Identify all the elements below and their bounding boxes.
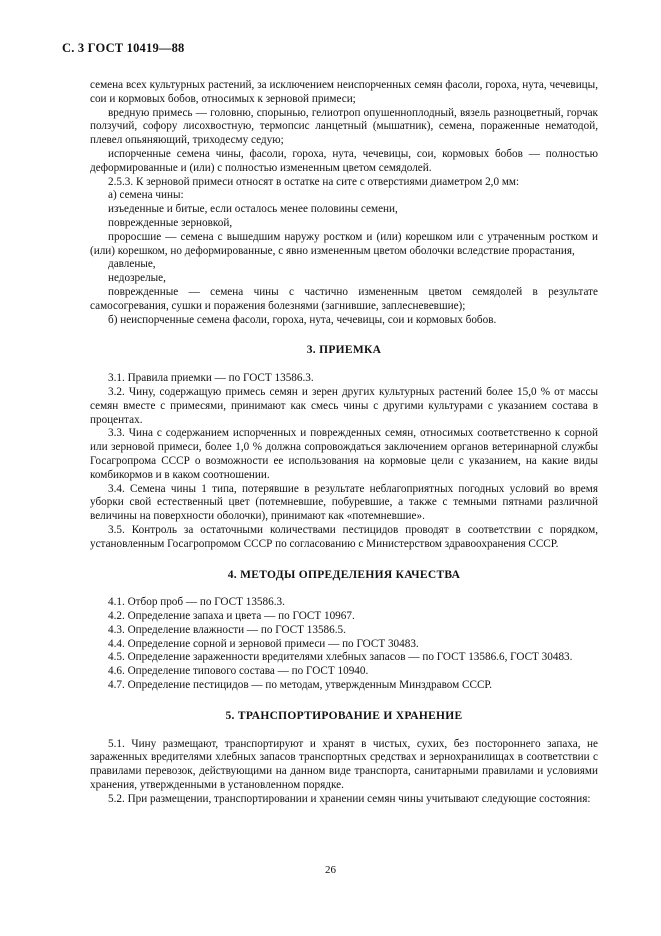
paragraph: вредную примесь — головню, спорынью, гелиотроп опушенноплодный, вязель разноцветный, горчак ползучий, софору лисохвостную, термопсис ланцетный (мышатник), семена, пораженные нематодой, плевел опьяняющий, триходесму седую; (90, 106, 598, 147)
paragraph: испорченные семена чины, фасоли, гороха, нута, чечевицы, сои, кормовых бобов — полностью деформированные и (или) с полностью измененным цветом семядолей. (90, 147, 598, 174)
list-item: поврежденные зерновкой, (108, 216, 233, 229)
paragraph: 5.2. При размещении, транспортировании и хранении семян чины учитывают следующие состояния: (108, 792, 591, 805)
page-header: С. 3 ГОСТ 10419—88 (62, 41, 185, 55)
list-item: недозрелые, (108, 272, 166, 285)
list-item: поврежденные — семена чины с частично измененным цветом семядолей в результате самосогревания, сушки и поражения болезнями (загнившие, заплесневевшие); (90, 285, 598, 312)
paragraph: 3.5. Контроль за остаточными количествами пестицидов проводят в соответствии с порядком, установленным Госагропромом СССР по согласованию с Министерством здравоохранения СССР. (90, 523, 598, 550)
paragraph: 2.5.3. К зерновой примеси относят в остатке на сите с отверстиями диаметром 2,0 мм: (108, 175, 520, 188)
paragraph: 3.4. Семена чины 1 типа, потерявшие в результате неблагоприятных погодных условий во время уборки свой естественный цвет (потемневшие, побуревшие, а также с темными пятнами различной величины на поверхности оболочки), принимают как «потемневшие». (90, 482, 598, 523)
paragraph: 4.1. Отбор проб — по ГОСТ 13586.3. (108, 596, 285, 609)
paragraph: семена всех культурных растений, за исключением неиспорченных семян фасоли, гороха, нута, чечевицы, сои и кормовых бобов, относимых к зерновой примеси; (90, 79, 598, 105)
list-item: давленые, (108, 258, 156, 271)
paragraph: 3.1. Правила приемки — по ГОСТ 13586.3. (108, 372, 314, 385)
paragraph: 3.2. Чину, содержащую примесь семян и зерен других культурных растений более 15,0 % от массы семян вместе с примесями, принимают как смесь чины с другими культурами с указанием состава в процентах. (90, 385, 598, 426)
paragraph: 4.4. Определение сорной и зерновой примеси — по ГОСТ 30483. (108, 637, 419, 650)
list-item: изъеденные и битые, если осталось менее половины семени, (108, 203, 398, 216)
section-title: 3. ПРИЕМКА (306, 344, 382, 357)
document-body (90, 79, 598, 807)
paragraph: 4.6. Определение типового состава — по ГОСТ 10940. (108, 665, 369, 678)
paragraph: 4.2. Определение запаха и цвета — по ГОСТ 10967. (108, 610, 355, 623)
paragraph: 4.3. Определение влажности — по ГОСТ 13586.5. (108, 623, 346, 636)
paragraph: 5.1. Чину размещают, транспортируют и хранят в чистых, сухих, без постороннего запаха, не зараженных вредителями хлебных запасов транспортных средствах и зернохранилищах в соответствии с правилами перевозок, действующими на данном виде транспорта, санитарными правилами и условиями хранения, утвержденными в установленном порядке. (90, 737, 598, 792)
list-item: проросшие — семена с вышедшим наружу ростком и (или) корешком или с утраченным ростком и (или) корешком, но деформированные, с явно измененным цветом оболочки вследствие прорастания, (90, 230, 598, 257)
list-item: б) неиспорченные семена фасоли, гороха, нута, чечевицы, сои и кормовых бобов. (108, 313, 497, 326)
page-number: 26 (325, 864, 336, 876)
paragraph: 4.7. Определение пестицидов — по методам, утвержденным Минздравом СССР. (108, 679, 493, 692)
paragraph: 3.3. Чина с содержанием испорченных и поврежденных семян, относимых соответственно к сорной или зерновой примеси, более 1,0 % должна сопровождаться заключением органов ветеринарной службы Госагропрома СССР о возможности ее использования на кормовые цели с указанием, на какие виды комбикормов и в каком соотношении. (90, 427, 598, 481)
section-title: 5. ТРАНСПОРТИРОВАНИЕ И ХРАНЕНИЕ (225, 709, 463, 722)
list-item: а) семена чины: (108, 189, 184, 202)
paragraph: 4.5. Определение зараженности вредителями хлебных запасов — по ГОСТ 13586.6, ГОСТ 30483. (108, 651, 573, 664)
section-title: 4. МЕТОДЫ ОПРЕДЕЛЕНИЯ КАЧЕСТВА (227, 568, 461, 581)
